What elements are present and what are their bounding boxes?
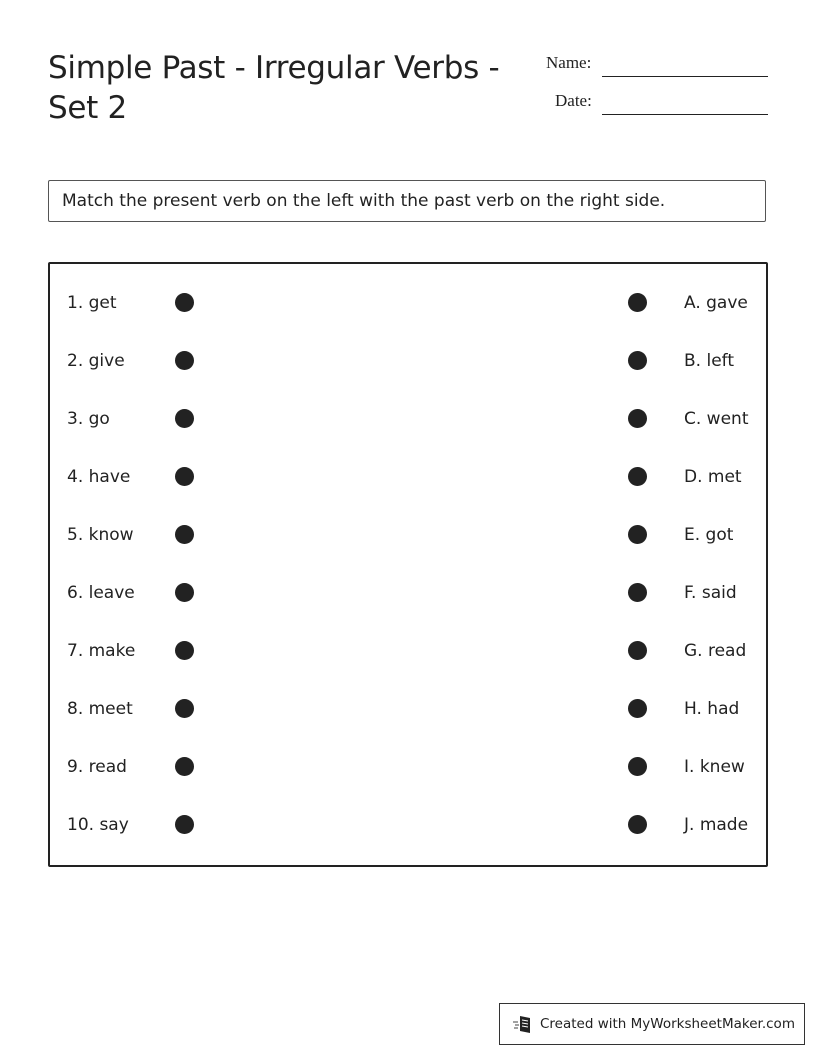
left-dot-icon[interactable] bbox=[175, 293, 194, 312]
footer-text: Created with MyWorksheetMaker.com bbox=[540, 1016, 795, 1032]
match-row bbox=[50, 465, 766, 489]
present-verb: 2. give bbox=[67, 351, 125, 371]
match-row bbox=[50, 581, 766, 605]
right-dot-icon[interactable] bbox=[628, 409, 647, 428]
match-row bbox=[50, 697, 766, 721]
match-row bbox=[50, 813, 766, 837]
name-blank-line[interactable] bbox=[602, 76, 768, 77]
right-dot-icon[interactable] bbox=[628, 351, 647, 370]
left-dot-icon[interactable] bbox=[175, 351, 194, 370]
present-verb: 8. meet bbox=[67, 699, 133, 719]
name-label: Name: bbox=[546, 53, 592, 72]
right-dot-icon[interactable] bbox=[628, 815, 647, 834]
footer-credit[interactable] bbox=[499, 1003, 805, 1045]
right-dot-icon[interactable] bbox=[628, 293, 647, 312]
match-row bbox=[50, 639, 766, 663]
past-verb: F. said bbox=[684, 583, 737, 603]
present-verb: 10. say bbox=[67, 815, 129, 835]
right-dot-icon[interactable] bbox=[628, 525, 647, 544]
match-row bbox=[50, 523, 766, 547]
left-dot-icon[interactable] bbox=[175, 583, 194, 602]
left-dot-icon[interactable] bbox=[175, 815, 194, 834]
date-field[interactable] bbox=[555, 90, 592, 112]
past-verb: C. went bbox=[684, 409, 749, 429]
right-dot-icon[interactable] bbox=[628, 583, 647, 602]
date-label: Date: bbox=[555, 91, 592, 110]
matching-exercise bbox=[48, 262, 768, 867]
left-dot-icon[interactable] bbox=[175, 409, 194, 428]
page-title: Simple Past - Irregular Verbs - Set 2 bbox=[48, 50, 500, 126]
worksheet-logo-icon bbox=[512, 1013, 534, 1035]
present-verb: 9. read bbox=[67, 757, 127, 777]
present-verb: 7. make bbox=[67, 641, 136, 661]
date-blank-line[interactable] bbox=[602, 114, 768, 115]
right-dot-icon[interactable] bbox=[628, 699, 647, 718]
present-verb: 5. know bbox=[67, 525, 134, 545]
left-dot-icon[interactable] bbox=[175, 467, 194, 486]
past-verb: H. had bbox=[684, 699, 740, 719]
past-verb: G. read bbox=[684, 641, 747, 661]
past-verb: D. met bbox=[684, 467, 742, 487]
left-dot-icon[interactable] bbox=[175, 525, 194, 544]
name-field[interactable] bbox=[546, 52, 591, 74]
match-row bbox=[50, 755, 766, 779]
past-verb: A. gave bbox=[684, 293, 748, 313]
match-row bbox=[50, 407, 766, 431]
past-verb: E. got bbox=[684, 525, 734, 545]
past-verb: I. knew bbox=[684, 757, 745, 777]
past-verb: B. left bbox=[684, 351, 735, 371]
past-verb: J. made bbox=[684, 815, 749, 835]
match-row bbox=[50, 349, 766, 373]
left-dot-icon[interactable] bbox=[175, 641, 194, 660]
right-dot-icon[interactable] bbox=[628, 641, 647, 660]
match-row bbox=[50, 291, 766, 315]
present-verb: 3. go bbox=[67, 409, 110, 429]
left-dot-icon[interactable] bbox=[175, 757, 194, 776]
right-dot-icon[interactable] bbox=[628, 757, 647, 776]
present-verb: 1. get bbox=[67, 293, 117, 313]
right-dot-icon[interactable] bbox=[628, 467, 647, 486]
left-dot-icon[interactable] bbox=[175, 699, 194, 718]
present-verb: 4. have bbox=[67, 467, 131, 487]
instructions-box: Match the present verb on the left with the past verb on the right side. bbox=[48, 180, 766, 222]
present-verb: 6. leave bbox=[67, 583, 135, 603]
